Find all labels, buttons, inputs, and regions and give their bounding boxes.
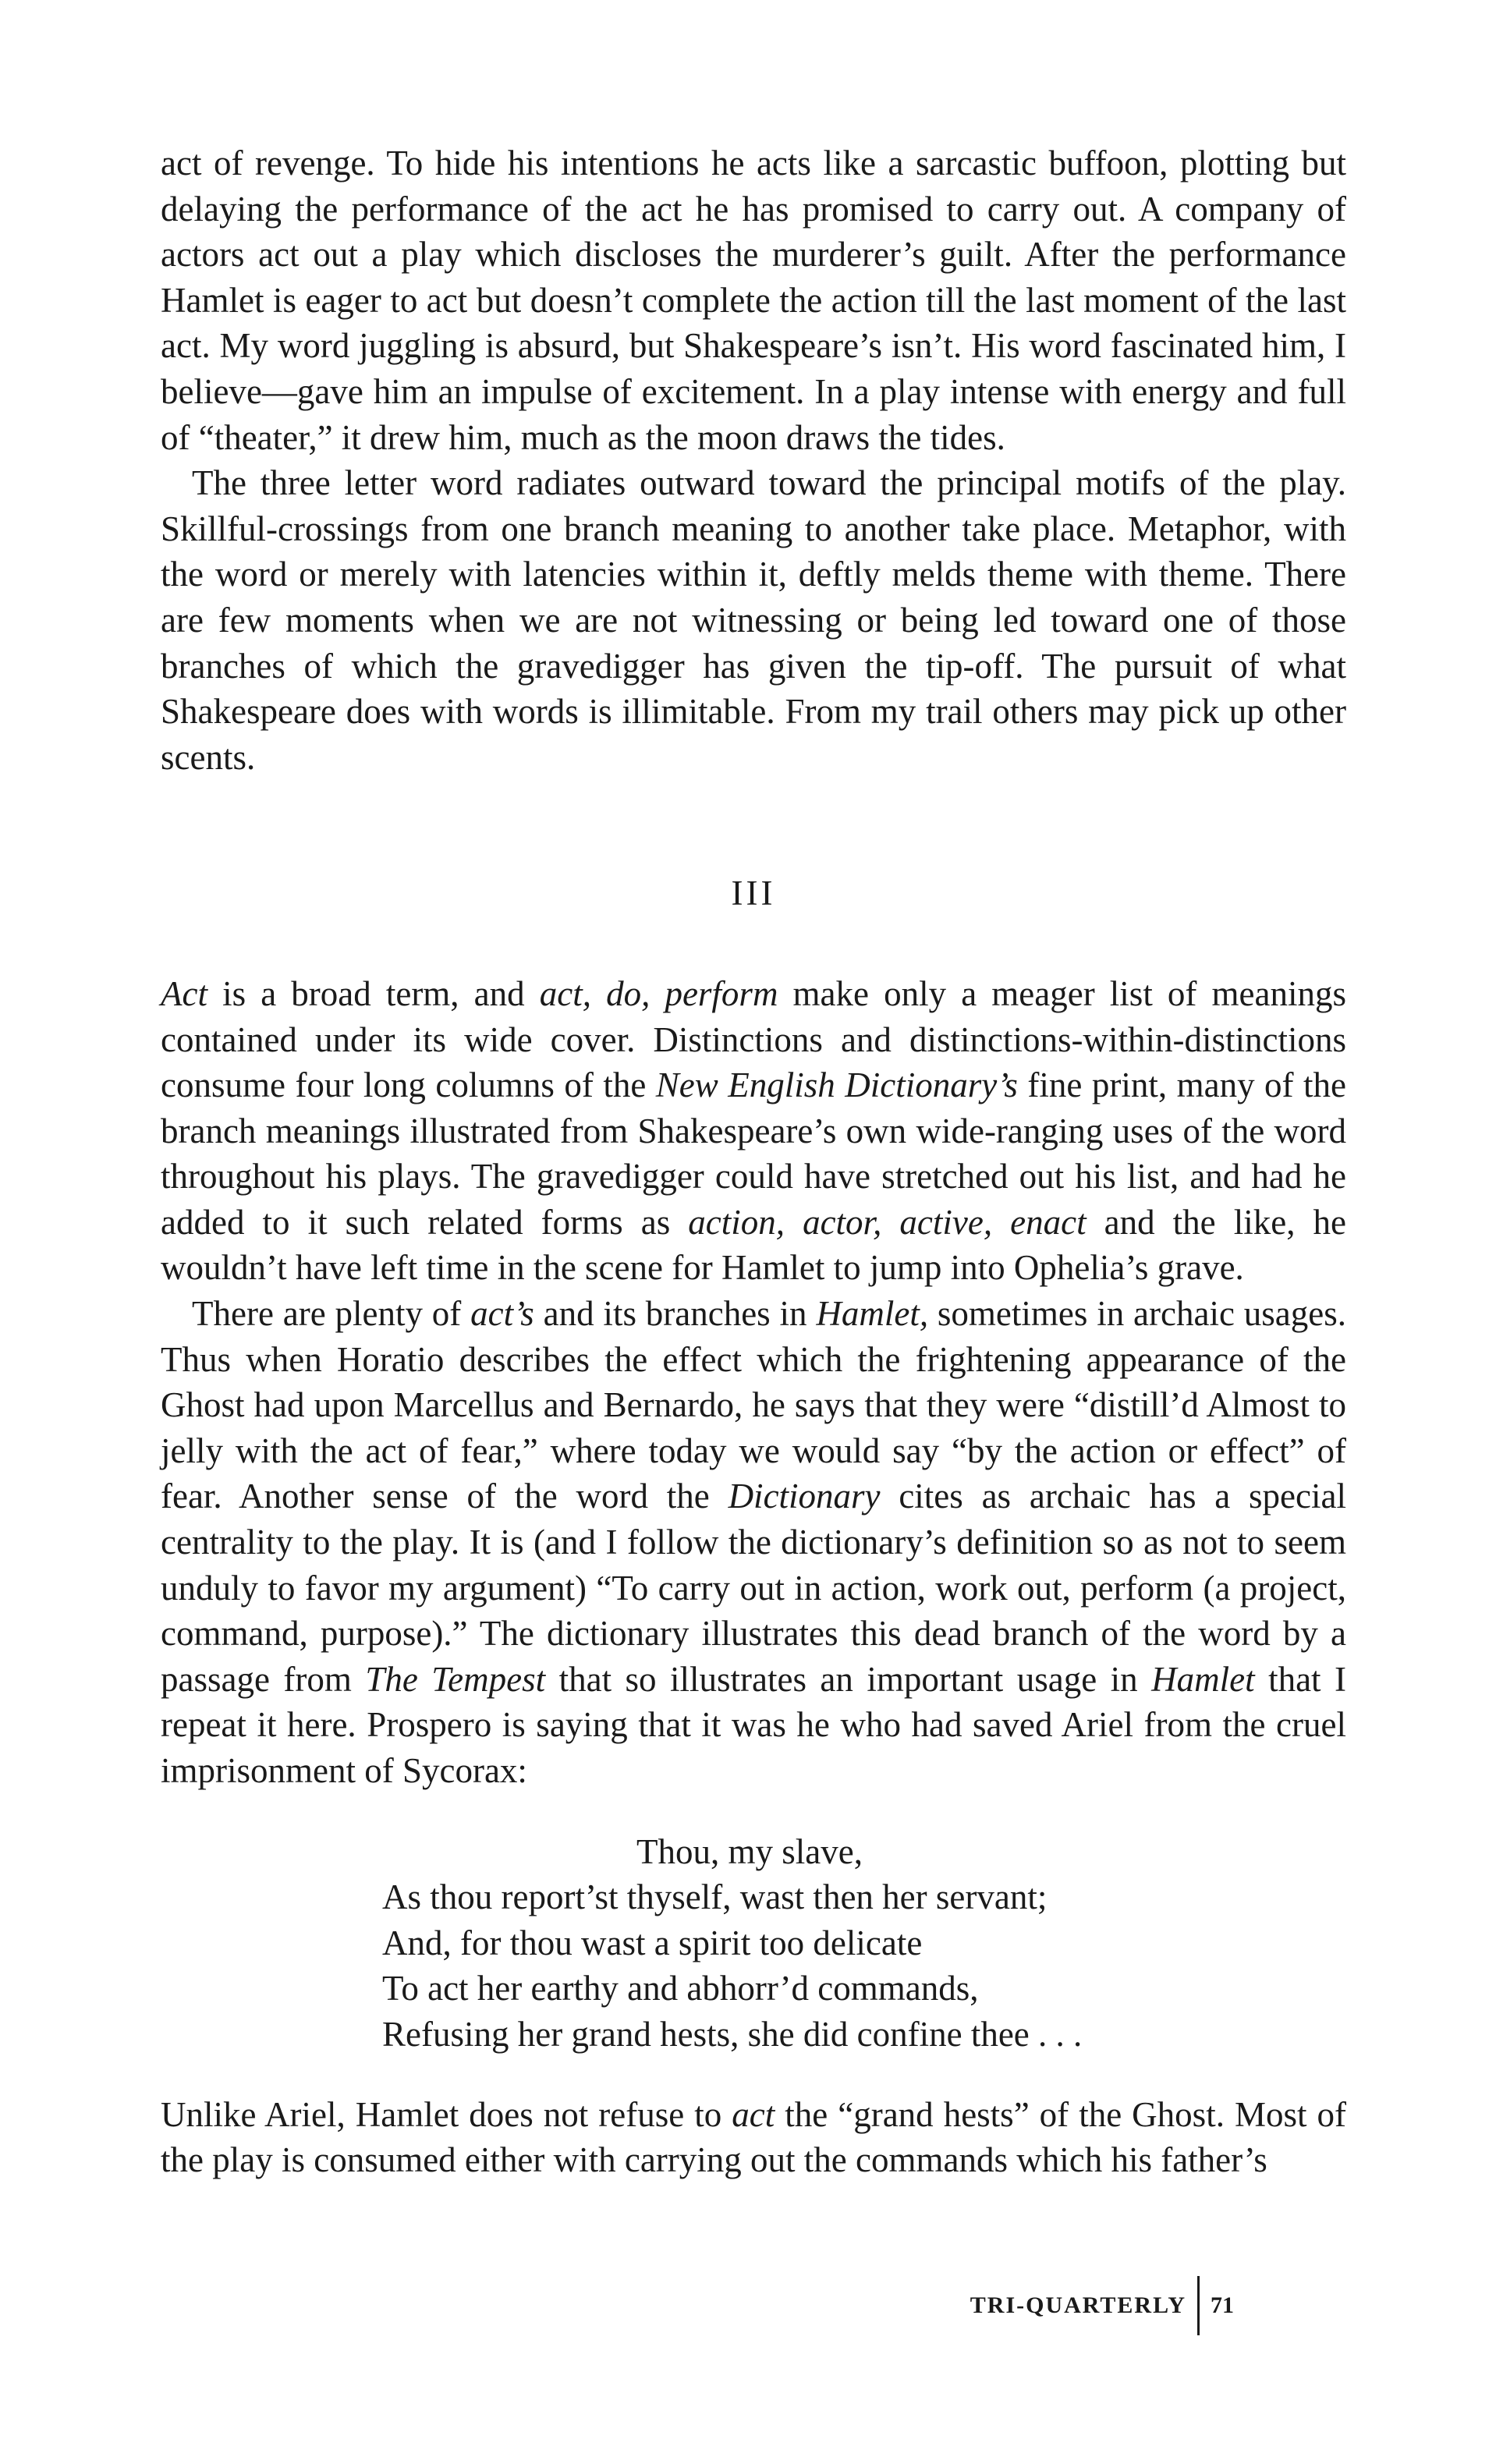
italic-title: Hamlet, [816, 1294, 929, 1334]
text-run: make only a meager list of meanings contained under its wide cover. Distinctions and distinctions-within-distinctions consume four long columns of the [161, 973, 1346, 1105]
verse-line: To act her earthy and abhorr’d commands, [382, 1969, 979, 2008]
paragraph: act of revenge. To hide his intentions he acts like a sarcastic buffoon, plotting but delaying the performance of the act he has promised to carry out. A company of actors act out a play which discloses the murderer’s guilt. After the performance Hamlet is eager to act but doesn’t complete the action till the last moment of the last act. My word juggling is absurd, but Shakespeare’s isn’t. His word fascinated him, I believe—gave him an impulse of excitement. In a play intense with energy and full of “theater,” it drew him, much as the moon draws the tides. [161, 144, 1346, 457]
text-run: the “grand hests” of the Ghost. Most of the play is consumed either with carrying out the commands which his father’s [161, 2094, 1347, 2180]
italic-term: act [732, 2094, 775, 2134]
verse-line: And, for thou wast a spirit too delicate [382, 1923, 923, 1962]
text-run: and its branches in [534, 1294, 817, 1334]
text-run: There are plenty of [192, 1294, 471, 1334]
journal-name: TRI-QUARTERLY [970, 2292, 1186, 2318]
italic-title: Dictionary [728, 1477, 881, 1516]
italic-title: The Tempest [365, 1659, 546, 1699]
text-run: and the like, he wouldn’t have left time in the scene for Hamlet to jump into Ophelia’s grave. [161, 1202, 1346, 1288]
paragraph [161, 1291, 1346, 1794]
italic-title: New English Dictionary’s [655, 1065, 1018, 1105]
text-run: Unlike Ariel, Hamlet does not refuse to [161, 2094, 732, 2134]
page-footer [970, 2276, 1234, 2335]
text-run: that I repeat it here. Prospero is saying that it was he who had saved Ariel from the cruel imprisonment of Sycorax: [161, 1659, 1346, 1790]
verse-line: As thou report’st thyself, wast then her servant; [382, 1877, 1048, 1917]
text-run: that so illustrates an important usage in [545, 1659, 1152, 1699]
text-run: fine print, many of the branch meanings illustrated from Shakespeare’s own wide-ranging uses of the word throughout his plays. The gravedigger could have stretched out his list, and had he added to it such related forms as [161, 1065, 1346, 1242]
paragraph [161, 2092, 1346, 2183]
italic-term: action, actor, active, enact [688, 1202, 1087, 1242]
section-heading: III [731, 874, 776, 913]
verse-line: Thou, my slave, [636, 1831, 863, 1871]
text-run: is a broad term, and [207, 973, 540, 1013]
verse-quotation [382, 1829, 1346, 2058]
italic-term: act, do, perform [539, 973, 778, 1013]
paragraph: The three letter word radiates outward toward the principal motifs of the play. Skillful-crossings from one branch meaning to another take place. Metaphor, with the word or merely with latencies within it, deftly melds theme with theme. There are few moments when we are not witnessing or being led toward one of those branches of which the gravedigger has given the tip-off. The pursuit of what Shakespeare does with words is illimitable. From my trail others may pick up other scents. [161, 463, 1346, 777]
page-body [161, 140, 1346, 2183]
paragraph [161, 971, 1346, 1291]
text-run: sometimes in archaic usages. Thus when Horatio describes the effect which the frightening appearance of the Ghost had upon Marcellus and Bernardo, he says that they were “distill’d Almost to jelly with the act of fear,” where today we would say “by the action or effect” of fear. Another sense of the word the [161, 1294, 1346, 1516]
italic-term: Act [161, 973, 207, 1013]
italic-term: act’s [470, 1294, 534, 1334]
page-number: 71 [1211, 2292, 1234, 2318]
verse-line: Refusing her grand hests, she did confine thee . . . [382, 2014, 1083, 2054]
text-run: cites as archaic has a special centrality to the play. It is (and I follow the dictionary’s definition so as not to seem unduly to favor my argument) “To carry out in action, work out, perform (a project, command, purpose).” The dictionary illustrates this dead branch of the word by a passage from [161, 1477, 1346, 1699]
italic-title: Hamlet [1151, 1659, 1255, 1699]
